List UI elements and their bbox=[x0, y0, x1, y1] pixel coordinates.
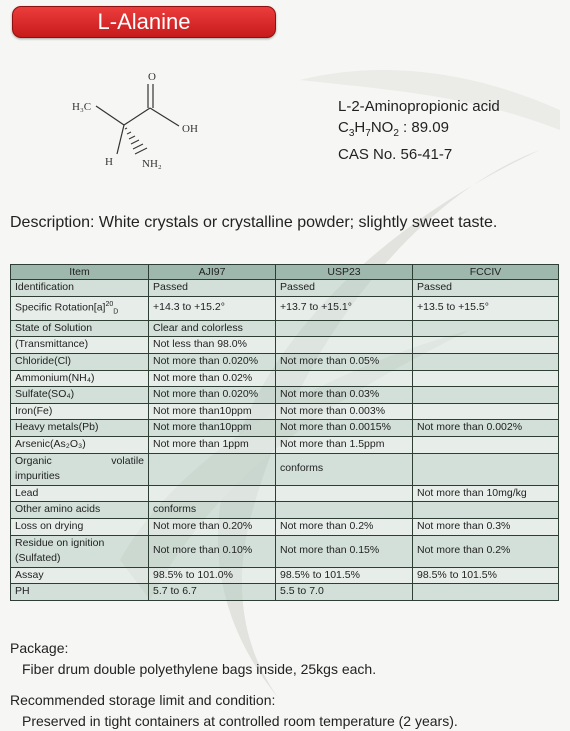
aji-cell bbox=[149, 453, 276, 485]
item-cell: Lead bbox=[11, 485, 149, 502]
usp-cell: Not more than 0.0015% bbox=[276, 420, 413, 437]
methyl-label: H₃C bbox=[72, 101, 92, 113]
usp-cell: conforms bbox=[276, 453, 413, 485]
fcc-cell: +13.5 to +15.5° bbox=[413, 296, 559, 320]
item-cell: Assay bbox=[11, 567, 149, 584]
hashed-wedge-amine bbox=[125, 128, 147, 154]
aji-cell: Not more than 0.20% bbox=[149, 518, 276, 535]
item-cell: Chloride(Cl) bbox=[11, 353, 149, 370]
molecular-formula: $C_3H_7NO_2$ : 89.09 bbox=[338, 119, 449, 139]
usp-cell bbox=[276, 370, 413, 387]
aji-cell: +14.3 to +15.2° bbox=[149, 296, 276, 320]
fcc-cell bbox=[413, 403, 559, 420]
table-row bbox=[11, 320, 559, 337]
table-row bbox=[11, 453, 559, 485]
compound-properties bbox=[338, 96, 500, 165]
item-cell: State of Solution bbox=[11, 320, 149, 337]
item-cell: Sulfate(SO₄) bbox=[11, 387, 149, 404]
item-cell: Specific $Rotation[a]^{20}_D$ bbox=[11, 296, 149, 320]
item-cell: Ammonium(NH₄) bbox=[11, 370, 149, 387]
table-row bbox=[11, 502, 559, 519]
package-value: Fiber drum double polyethylene bags inside, 25kgs each. bbox=[22, 661, 377, 677]
table-header-row bbox=[11, 265, 559, 280]
fcc-cell: Not more than 10mg/kg bbox=[413, 485, 559, 502]
item-cell: PH bbox=[11, 584, 149, 601]
aji-cell: Not more than10ppm bbox=[149, 420, 276, 437]
table-row bbox=[11, 436, 559, 453]
header-fcciv: FCCIV bbox=[413, 265, 559, 280]
page-title: L-Alanine bbox=[12, 6, 276, 38]
fcc-cell bbox=[413, 436, 559, 453]
table-row bbox=[11, 584, 559, 601]
usp-cell bbox=[276, 337, 413, 354]
table-row bbox=[11, 370, 559, 387]
usp-cell: Not more than 1.5ppm bbox=[276, 436, 413, 453]
description: Description: White crystals or crystalline powder; slightly sweet taste. bbox=[10, 214, 498, 231]
bond-carbonyl-carbon bbox=[124, 108, 150, 125]
item-cell: Other amino acids bbox=[11, 502, 149, 519]
usp-cell bbox=[276, 485, 413, 502]
fcc-cell: Not more than 0.002% bbox=[413, 420, 559, 437]
table-row bbox=[11, 403, 559, 420]
usp-cell: Not more than 0.03% bbox=[276, 387, 413, 404]
header-item: Item bbox=[11, 265, 149, 280]
item-cell: (Transmittance) bbox=[11, 337, 149, 354]
table-row bbox=[11, 518, 559, 535]
fcc-cell bbox=[413, 453, 559, 485]
molecular-structure bbox=[62, 70, 222, 180]
usp-cell: Not more than 0.05% bbox=[276, 353, 413, 370]
header-aji97: AJI97 bbox=[149, 265, 276, 280]
usp-cell: 98.5% to 101.5% bbox=[276, 567, 413, 584]
table-row bbox=[11, 280, 559, 297]
item-cell: Residue on ignition (Sulfated) bbox=[11, 535, 149, 567]
item-cell: Identification bbox=[11, 280, 149, 297]
cas-number: CAS No. 56-41-7 bbox=[338, 146, 453, 163]
molar-mass: : 89.09 bbox=[398, 119, 449, 136]
fcc-cell bbox=[413, 502, 559, 519]
specification-table bbox=[10, 264, 559, 601]
aji-cell: Not more than10ppm bbox=[149, 403, 276, 420]
aji-cell: Not more than 0.020% bbox=[149, 353, 276, 370]
table-row bbox=[11, 387, 559, 404]
usp-cell: Not more than 0.2% bbox=[276, 518, 413, 535]
storage-value: Preserved in tight containers at controlled room temperature (2 years). bbox=[22, 713, 458, 729]
table-row bbox=[11, 535, 559, 567]
aji-cell: Passed bbox=[149, 280, 276, 297]
fcc-cell bbox=[413, 353, 559, 370]
usp-cell: Not more than 0.003% bbox=[276, 403, 413, 420]
table-row bbox=[11, 567, 559, 584]
usp-cell: Not more than 0.15% bbox=[276, 535, 413, 567]
bond-methyl bbox=[96, 106, 124, 125]
aji-cell: Not more than 1ppm bbox=[149, 436, 276, 453]
table-row bbox=[11, 337, 559, 354]
table-row bbox=[11, 420, 559, 437]
storage-label: Recommended storage limit and condition: bbox=[10, 692, 276, 708]
aji-cell: conforms bbox=[149, 502, 276, 519]
usp-cell: 5.5 to 7.0 bbox=[276, 584, 413, 601]
fcc-cell bbox=[413, 584, 559, 601]
bond-hydrogen bbox=[117, 125, 124, 154]
aji-cell: Not more than 0.02% bbox=[149, 370, 276, 387]
usp-cell bbox=[276, 320, 413, 337]
aji-cell: 98.5% to 101.0% bbox=[149, 567, 276, 584]
table-row bbox=[11, 353, 559, 370]
aji-cell: Not more than 0.10% bbox=[149, 535, 276, 567]
carbonyl-oxygen-label: O bbox=[148, 71, 156, 83]
usp-cell: +13.7 to +15.1° bbox=[276, 296, 413, 320]
bond-hydroxyl bbox=[150, 108, 179, 126]
header-usp23: USP23 bbox=[276, 265, 413, 280]
aji-cell: Clear and colorless bbox=[149, 320, 276, 337]
item-cell: Arsenic(As₂O₃) bbox=[11, 436, 149, 453]
fcc-cell bbox=[413, 320, 559, 337]
fcc-cell: Not more than 0.2% bbox=[413, 535, 559, 567]
amine-label: NH₂ bbox=[142, 158, 162, 170]
usp-cell bbox=[276, 502, 413, 519]
aji-cell bbox=[149, 485, 276, 502]
hydrogen-label: H bbox=[105, 156, 113, 168]
table-row bbox=[11, 296, 559, 320]
compound-name: L-2-Aminopropionic acid bbox=[338, 98, 500, 115]
fcc-cell: Passed bbox=[413, 280, 559, 297]
item-cell: Loss on drying bbox=[11, 518, 149, 535]
hydroxyl-label: OH bbox=[182, 123, 198, 135]
fcc-cell bbox=[413, 337, 559, 354]
fcc-cell: 98.5% to 101.5% bbox=[413, 567, 559, 584]
fcc-cell: Not more than 0.3% bbox=[413, 518, 559, 535]
aji-cell: 5.7 to 6.7 bbox=[149, 584, 276, 601]
fcc-cell bbox=[413, 387, 559, 404]
aji-cell: Not more than 0.020% bbox=[149, 387, 276, 404]
item-cell: Heavy metals(Pb) bbox=[11, 420, 149, 437]
item-cell: Iron(Fe) bbox=[11, 403, 149, 420]
item-cell: Organic volatile impurities bbox=[11, 453, 149, 485]
table-row bbox=[11, 485, 559, 502]
aji-cell: Not less than 98.0% bbox=[149, 337, 276, 354]
fcc-cell bbox=[413, 370, 559, 387]
usp-cell: Passed bbox=[276, 280, 413, 297]
package-label: Package: bbox=[10, 640, 69, 656]
